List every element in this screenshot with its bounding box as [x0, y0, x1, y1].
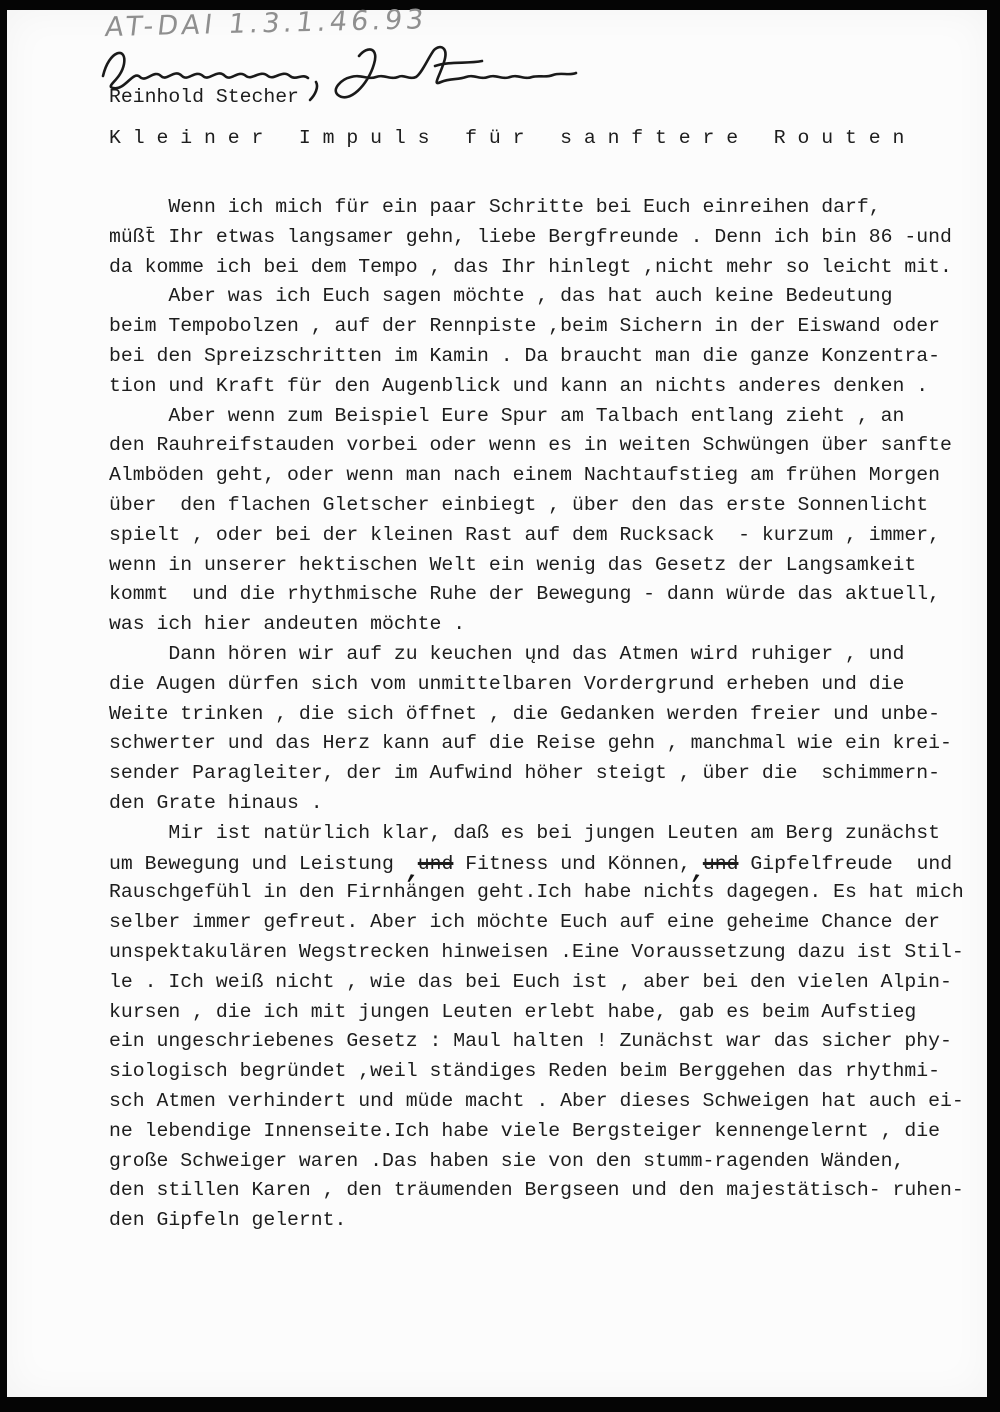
- body-line: den Rauhreifstauden vorbei oder wenn es in weiten Schwüngen über sanfte: [109, 434, 952, 457]
- body-line: bei den Spreizschritten im Kamin . Da braucht man die ganze Konzentra-: [109, 344, 940, 367]
- handwritten-comma: ,: [688, 857, 708, 887]
- body-line: tion und Kraft für den Augenblick und kann an nichts anderes denken .: [109, 374, 929, 397]
- body-line: was ich hier andeuten möchte .: [109, 613, 466, 636]
- document-page: [7, 4, 987, 1397]
- handwritten-comma: ,: [403, 857, 423, 887]
- body-lines: [109, 193, 967, 1236]
- body-line: sch Atmen verhindert und müde macht . Aber dieses Schweigen hat auch ei-: [109, 1089, 964, 1112]
- body-line: um Bewegung und Leistung ,und Fitness und Können,,und Gipfelfreude und: [109, 852, 953, 887]
- body-line: siologisch begründet ,weil ständiges Reden beim Berggehen das rhythmi-: [109, 1060, 940, 1083]
- body-line: Rauschgefühl in den Firnhängen geht.Ich habe nichts dagegen. Es hat mich: [109, 881, 964, 904]
- body-line: ein ungeschriebenes Gesetz : Maul halten ! Zunächst war das sicher phy-: [109, 1030, 952, 1053]
- body-line: den stillen Karen , den träumenden Bergseen und den majestätisch- ruhen-: [109, 1179, 964, 1202]
- body-line: le . Ich weiß nicht , wie das bei Euch ist , aber bei den vielen Alpin-: [109, 970, 952, 993]
- pencil-archive-code: AT-DAI 1.3.1.46.93: [103, 4, 429, 44]
- body-line: Almböden geht, oder wenn man nach einem Nachtaufstieg am frühen Morgen: [109, 464, 940, 487]
- body-line: Aber wenn zum Beispiel Eure Spur am Talbach entlang zieht , an: [109, 404, 905, 427]
- body-line: wenn in unserer hektischen Welt ein wenig das Gesetz der Langsamkeit: [109, 553, 917, 576]
- body-line: spielt , oder bei der kleinen Rast auf dem Rucksack - kurzum , immer,: [109, 523, 940, 546]
- body-line: selber immer gefreut. Aber ich möchte Euch auf eine geheime Chance der: [109, 911, 940, 934]
- body-line: ne lebendige Innenseite.Ich habe viele Bergsteiger kennengelernt , die: [109, 1119, 940, 1142]
- body-line: Aber was ich Euch sagen möchte , das hat auch keine Bedeutung: [109, 285, 893, 308]
- body-line: beim Tempobolzen , auf der Rennpiste ,beim Sichern in der Eiswand oder: [109, 315, 940, 338]
- body-line: kursen , die ich mit jungen Leuten erlebt habe, gab es beim Aufstieg: [109, 1000, 917, 1023]
- body-line: schwerter und das Herz kann auf die Reise gehn , manchmal wie ein krei-: [109, 732, 952, 755]
- struck-word: und: [417, 852, 454, 875]
- body-line: Wenn ich mich für ein paar Schritte bei Euch einreihen darf,: [109, 196, 881, 218]
- body-line: den Gipfeln gelernt.: [109, 1209, 347, 1232]
- body-line: Mir ist natürlich klar, daß es bei jungen Leuten am Berg zunächst: [109, 821, 940, 844]
- body-line: die Augen dürfen sich vom unmittelbaren Vordergrund erheben und die: [109, 672, 905, 695]
- body-line: den Grate hinaus .: [109, 791, 323, 814]
- body-line: da komme ich bei dem Tempo , das Ihr hinlegt ,nicht mehr so leicht mit.: [109, 255, 952, 278]
- body-line: kommt und die rhythmische Ruhe der Bewegung - dann würde das aktuell,: [109, 583, 940, 606]
- struck-word: und: [702, 852, 739, 875]
- body-line: große Schweiger waren .Das haben sie von den stumm-ragenden Wänden,: [109, 1149, 905, 1172]
- body-line: unspektakulären Wegstrecken hinweisen .Eine Voraussetzung dazu ist Stil-: [109, 940, 964, 963]
- body-line: Dann hören wir auf zu keuchen ųnd das Atmen wird ruhiger , und: [109, 642, 905, 665]
- author-name: Reinhold Stecher: [109, 86, 299, 108]
- body-line: Weite trinken , die sich öffnet , die Gedanken werden freier und unbe-: [109, 702, 940, 725]
- document-title: K l e i n e r I m p u l s f ü r s a n f t e r e R o u t e n: [109, 127, 905, 149]
- body-line: müßt̄ Ihr etwas langsamer gehn, liebe Bergfreunde . Denn ich bin 86 -und: [109, 225, 952, 248]
- body-line: über den flachen Gletscher einbiegt , über den das erste Sonnenlicht: [109, 493, 929, 516]
- body-line: sender Paragleiter, der im Aufwind höher steigt , über die schimmern-: [109, 762, 940, 785]
